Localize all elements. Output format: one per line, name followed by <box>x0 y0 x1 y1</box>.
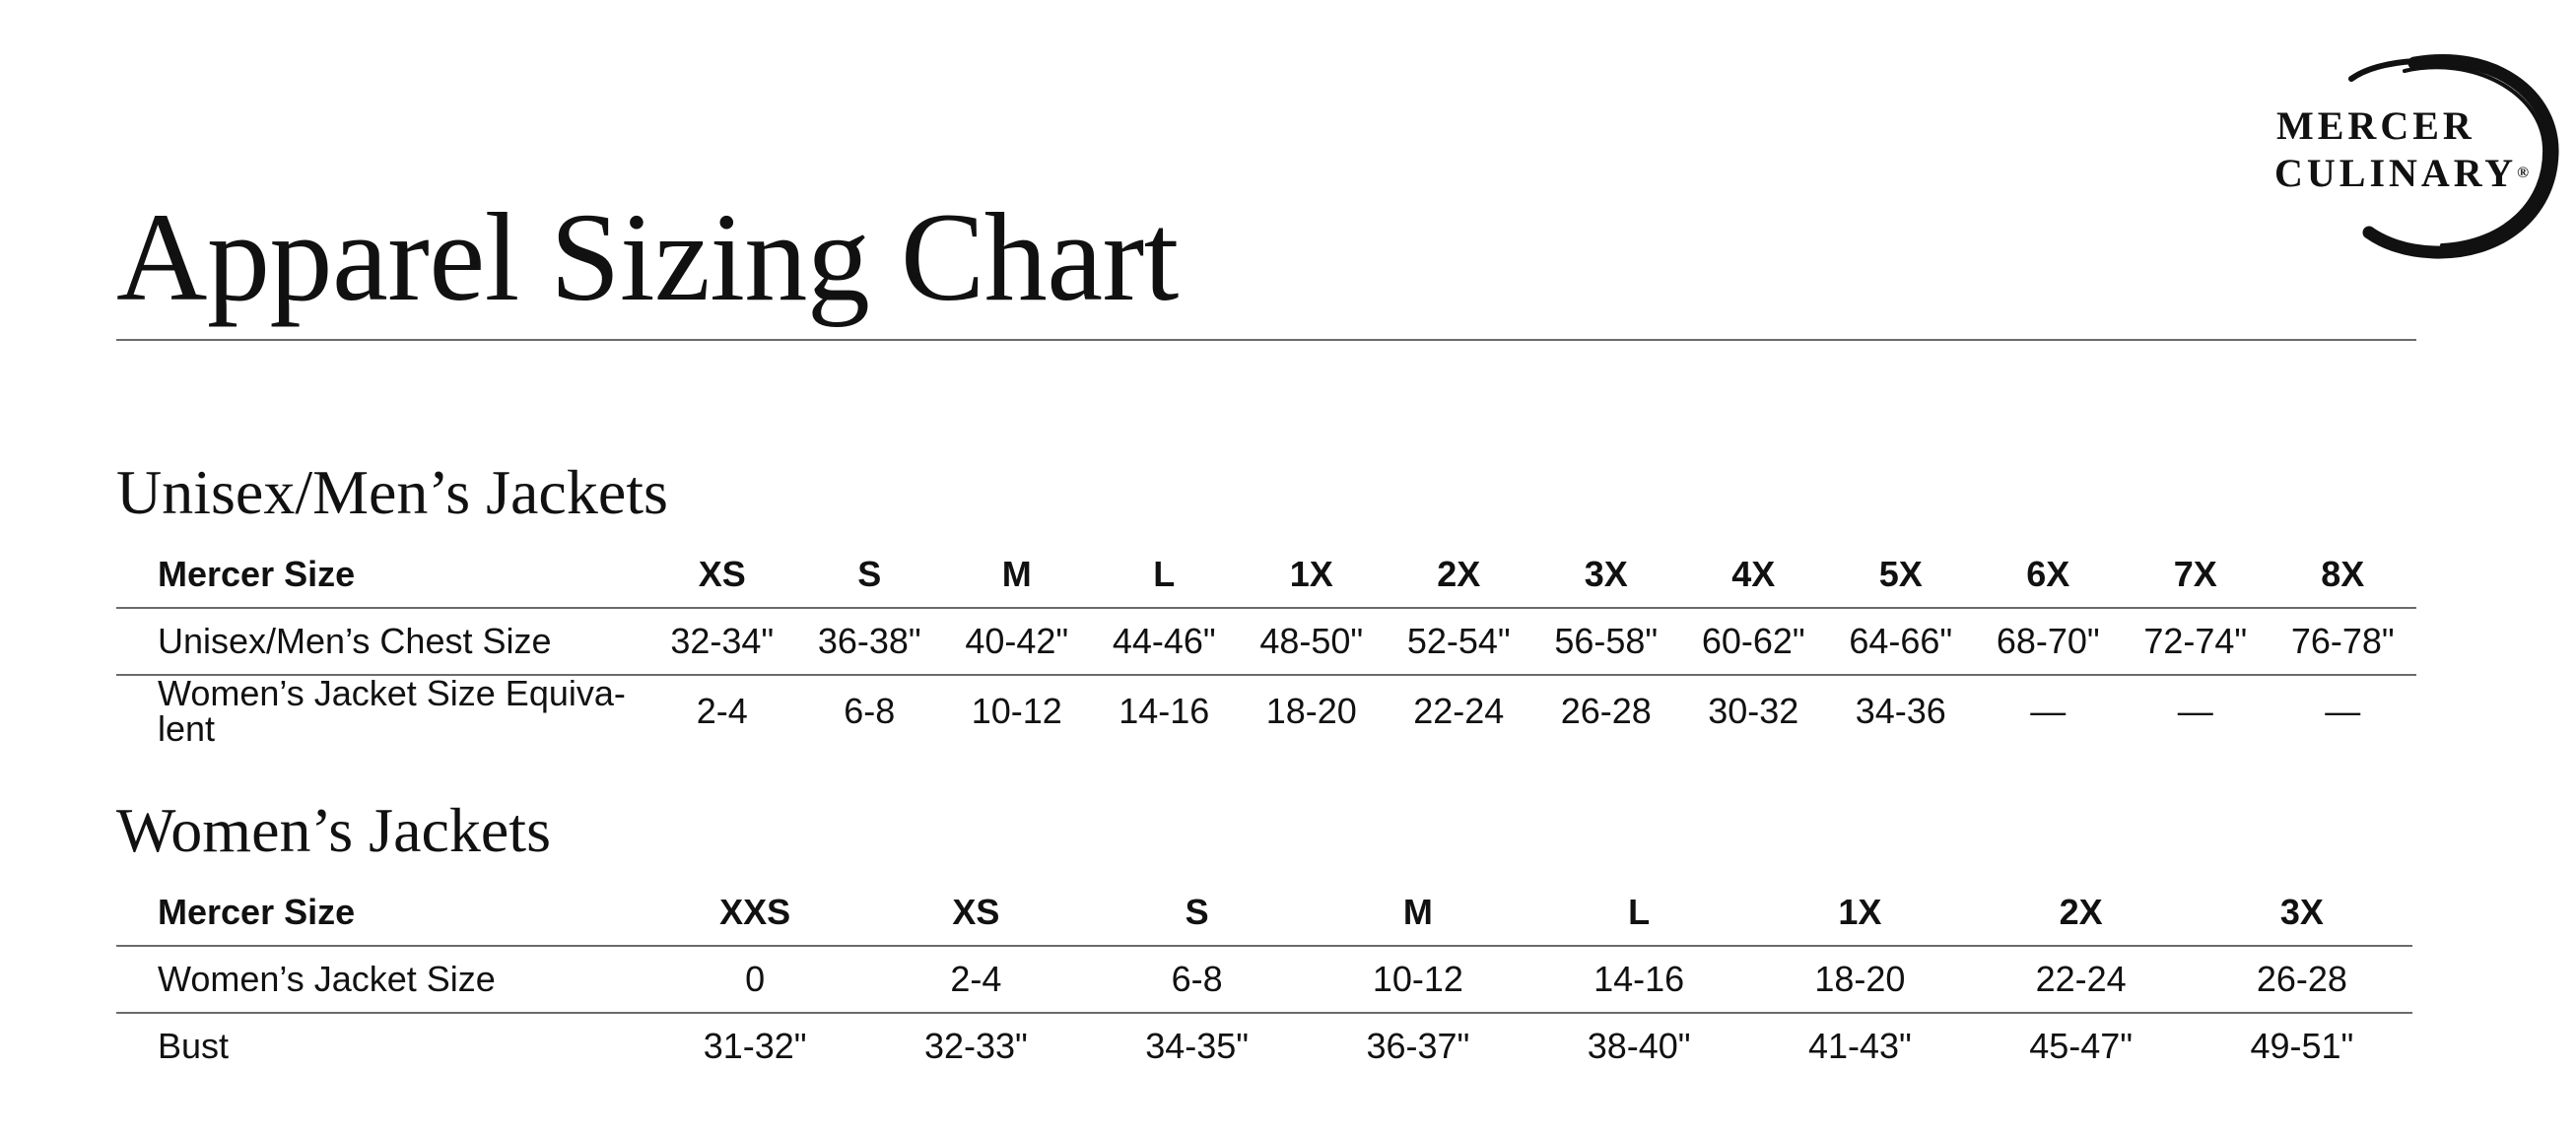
size-header: 2X <box>2059 892 2103 932</box>
size-header: XXS <box>719 892 791 932</box>
table-row <box>116 675 2416 747</box>
table-row <box>116 946 2412 1013</box>
size-header: L <box>1153 554 1176 594</box>
row-label: Women’s Jacket Size <box>116 946 644 1013</box>
section-title-womens-jackets: Women’s Jackets <box>116 795 551 865</box>
table-cell: 40-42" <box>943 608 1091 675</box>
title-divider <box>116 339 2416 341</box>
size-header: XS <box>952 892 1000 932</box>
table-cell: 26-28 <box>2192 946 2412 1013</box>
header-label-mercer-size: Mercer Size <box>158 554 356 594</box>
row-label: Bust <box>116 1013 644 1079</box>
table-cell: 6-8 <box>1087 946 1308 1013</box>
size-header: S <box>1185 892 1209 932</box>
table-cell: 45-47" <box>1971 1013 2192 1079</box>
size-header: 6X <box>2026 554 2070 594</box>
table-cell: 26-28 <box>1532 675 1680 747</box>
logo-registered-mark: ® <box>2517 165 2530 181</box>
size-header: M <box>1402 892 1433 932</box>
table-row <box>116 1013 2412 1079</box>
table-cell: 36-38" <box>796 608 944 675</box>
table-cell: 32-34" <box>648 608 796 675</box>
mercer-culinary-logo <box>2267 45 2562 262</box>
table-cell: 0 <box>644 946 865 1013</box>
table-cell: 64-66" <box>1827 608 1975 675</box>
table-cell: 44-46" <box>1091 608 1239 675</box>
size-header: 2X <box>1437 554 1481 594</box>
logo-line-2-text: CULINARY <box>2274 151 2518 195</box>
table-cell: 36-37" <box>1308 1013 1528 1079</box>
table-cell: 10-12 <box>943 675 1091 747</box>
size-header: 1X <box>1838 892 1882 932</box>
table-cell: 18-20 <box>1749 946 1970 1013</box>
size-header: 3X <box>1584 554 1628 594</box>
table-cell: 34-36 <box>1827 675 1975 747</box>
size-header: XS <box>698 554 746 594</box>
table-cell: 18-20 <box>1238 675 1386 747</box>
size-header: 8X <box>2321 554 2365 594</box>
table-cell: 22-24 <box>1386 675 1533 747</box>
table-cell: 60-62" <box>1680 608 1828 675</box>
size-header: M <box>1001 554 1032 594</box>
size-header: 7X <box>2173 554 2217 594</box>
table-cell: — <box>2122 675 2270 747</box>
table-cell: 2-4 <box>648 675 796 747</box>
table-cell: 41-43" <box>1749 1013 1970 1079</box>
section-title-unisex-mens-jackets: Unisex/Men’s Jackets <box>116 457 668 527</box>
table-cell: — <box>1975 675 2123 747</box>
logo-line-2 <box>2274 152 2529 195</box>
table-cell: 31-32" <box>644 1013 865 1079</box>
table-cell: 76-78" <box>2270 608 2417 675</box>
table-header-row <box>116 542 2416 608</box>
logo-line-1: MERCER <box>2276 103 2475 148</box>
table-cell: 6-8 <box>796 675 944 747</box>
table-cell: 34-35" <box>1087 1013 1308 1079</box>
row-label: Unisex/Men’s Chest Size <box>116 608 648 675</box>
table-cell: 38-40" <box>1528 1013 1749 1079</box>
table-header-row <box>116 880 2412 946</box>
row-label: Women’s Jacket Size Equiva-lent <box>116 675 648 747</box>
table-cell: — <box>2270 675 2417 747</box>
table-cell: 56-58" <box>1532 608 1680 675</box>
size-header: 5X <box>1878 554 1923 594</box>
size-header: 3X <box>2279 892 2324 932</box>
table-cell: 72-74" <box>2122 608 2270 675</box>
table-cell: 22-24 <box>1971 946 2192 1013</box>
table-row <box>116 608 2416 675</box>
header-label-mercer-size: Mercer Size <box>158 892 356 932</box>
size-header: L <box>1628 892 1651 932</box>
table-cell: 32-33" <box>865 1013 1086 1079</box>
table-cell: 49-51" <box>2192 1013 2412 1079</box>
table-cell: 30-32 <box>1680 675 1828 747</box>
table-cell: 14-16 <box>1091 675 1239 747</box>
size-header: 1X <box>1289 554 1333 594</box>
table-cell: 2-4 <box>865 946 1086 1013</box>
unisex-mens-jackets-size-table <box>116 542 2416 747</box>
size-header: 4X <box>1731 554 1776 594</box>
table-cell: 14-16 <box>1528 946 1749 1013</box>
table-cell: 68-70" <box>1975 608 2123 675</box>
table-cell: 52-54" <box>1386 608 1533 675</box>
page-title: Apparel Sizing Chart <box>116 187 1179 327</box>
table-cell: 48-50" <box>1238 608 1386 675</box>
size-header: S <box>857 554 882 594</box>
table-cell: 10-12 <box>1308 946 1528 1013</box>
womens-jackets-size-table <box>116 880 2412 1079</box>
